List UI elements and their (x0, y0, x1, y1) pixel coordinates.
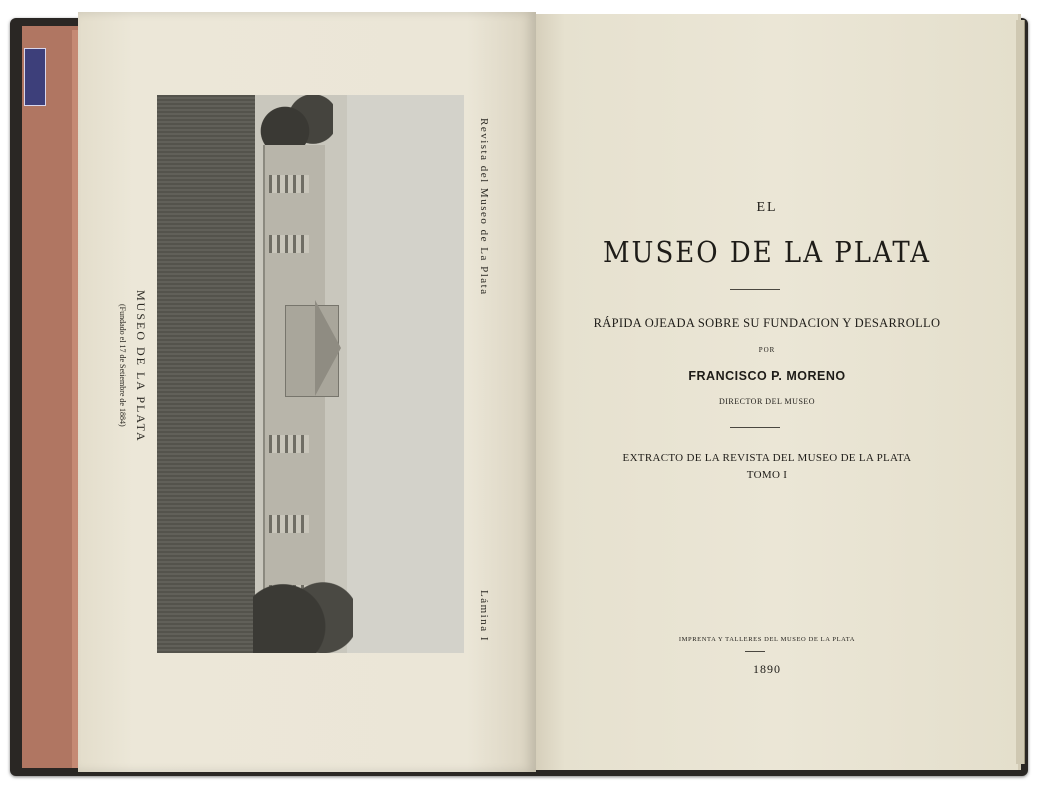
building-windows (269, 515, 309, 533)
subtitle: RÁPIDA OJEADA SOBRE SU FUNDACION Y DESARROLLO (593, 316, 941, 330)
building-windows (269, 175, 309, 193)
library-label (24, 48, 46, 106)
building-pediment (315, 300, 341, 396)
plate-number: Lámina I (478, 590, 490, 643)
divider-rule (730, 289, 780, 290)
publication-year: 1890 (753, 662, 781, 676)
right-page (536, 14, 1021, 770)
photo-lawn (157, 95, 255, 653)
volume-note: TOMO I (746, 469, 788, 481)
author-role: DIRECTOR DEL MUSEO (718, 397, 816, 406)
divider-rule (730, 427, 780, 428)
photo-trees-bottom (253, 565, 353, 653)
title-article: EL (756, 200, 778, 215)
imprint: IMPRENTA Y TALLERES DEL MUSEO DE LA PLATA (678, 636, 856, 643)
page-title: MUSEO DE LA PLATA (602, 236, 932, 270)
byline-por: POR (758, 346, 776, 354)
extract-note: EXTRACTO DE LA REVISTA DEL MUSEO DE LA PLATA (622, 452, 912, 464)
museum-photograph (157, 95, 464, 653)
running-head: Revista del Museo de La Plata (478, 118, 490, 296)
photo-sky (347, 95, 464, 653)
building-windows (269, 235, 309, 253)
divider-rule-short (745, 651, 765, 652)
building-windows (269, 435, 309, 453)
page-edges (1016, 20, 1025, 764)
plate-caption: MUSEO DE LA PLATA (134, 290, 148, 443)
author-name: FRANCISCO P. MORENO (688, 369, 846, 383)
plate-subcaption: (Fundado el 17 de Setiembre de 1884) (118, 304, 127, 427)
